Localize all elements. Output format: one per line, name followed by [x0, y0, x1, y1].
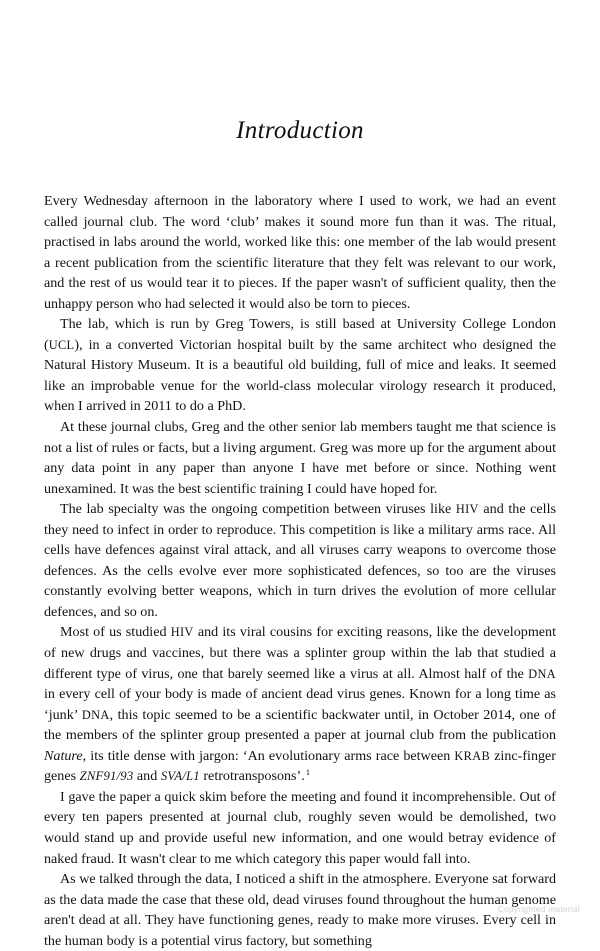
- footnote-reference-marker[interactable]: 1: [305, 766, 311, 777]
- styled-text-run: SVA/L1: [160, 769, 200, 784]
- styled-text-run: KRAB: [454, 748, 491, 763]
- paragraph-p3: At these journal clubs, Greg and the other senior lab members taught me that science is not a list of rules or facts, but a living argument. Greg was more up for the argument about any data point in any paper than anyone I have met before or since. Nothing went unexamined. It was the best scientific training I could have hoped for.: [44, 419, 556, 497]
- paragraph-p6: I gave the paper a quick skim before the meeting and found it incomprehensible. Out of every ten papers presented at journal club, roughly seven would be demolished, two would stand up and provide useful new information, and one would betray evidence of naked fraud. It wasn't clear to me which category this paper would fall into.: [44, 788, 556, 867]
- paragraph-p2: The lab, which is run by Greg Towers, is still based at University College London (UCL), in a converted Victorian hospital built by the same architect who designed the Natural History Museum. It is a beautiful old building, full of mice and leaks. It seemed like an improbable venue for the world-class molecular virology research it produced, when I arrived in 2011 to do a PhD.: [44, 316, 556, 415]
- paragraph-p5: Most of us studied HIV and its viral cousins for exciting reasons, like the development of new drugs and vaccines, but there was a splinter group within the lab that studied a different type of virus, one that barely seemed like a virus at all. Almost half of the DNA in every cell of your body is made of ancient dead virus genes. Known for a long time as ‘junk’ DNA, this topic seemed to be a scientific backwater until, in October 2014, one of the members of the splinter group presented a paper at journal club from the publication Nature, its title dense with jargon: ‘An evolutionary arms race between KRAB zinc-finger genes ZNF91/93 and SVA/L1 retrotransposons’.$^1$: [44, 624, 556, 785]
- paragraph-p1: Every Wednesday afternoon in the laboratory where I used to work, we had an event called journal club. The word ‘club’ makes it sound more fun than it was. The ritual, practised in labs around the world, worked like this: one member of the lab would present a recent publication from the scientific literature that they felt was relevant to our work, and the rest of us would tear it to pieces. If the paper wasn't of sufficient quality, then the unhappy person who had selected it would also be torn to pieces.: [44, 193, 556, 312]
- styled-text-run: ZNF91/93: [79, 769, 134, 784]
- styled-text-run: UCL: [48, 337, 75, 352]
- body-text-block: [44, 191, 556, 951]
- styled-text-run: DNA: [81, 707, 110, 722]
- styled-text-run: HIV: [170, 625, 194, 640]
- paragraph-p7: As we talked through the data, I noticed a shift in the atmosphere. Everyone sat forward as the data made the case that these old, dead viruses found throughout the human genome aren't dead at all. They have functioning genes, ready to make more viruses. Every cell in the human body is a potential virus factory, but something: [44, 871, 556, 949]
- page-title: Introduction: [236, 117, 364, 144]
- paragraph-p4: The lab specialty was the ongoing competition between viruses like HIV and the cells they need to infect in order to reproduce. This competition is like a military arms race. All cells have defences against viral attack, and all viruses carry weapons to overcome those defences. As the cells evolve ever more sophisticated defences, so too are the viruses constantly evolving better weapons, which in turn drives the evolution of more cellular defences, and so on.: [44, 501, 556, 620]
- styled-text-run: DNA: [528, 666, 556, 681]
- styled-text-run: HIV: [455, 502, 479, 517]
- copyright-watermark: Copyrighted material: [497, 904, 580, 914]
- styled-text-run: Nature: [44, 747, 83, 764]
